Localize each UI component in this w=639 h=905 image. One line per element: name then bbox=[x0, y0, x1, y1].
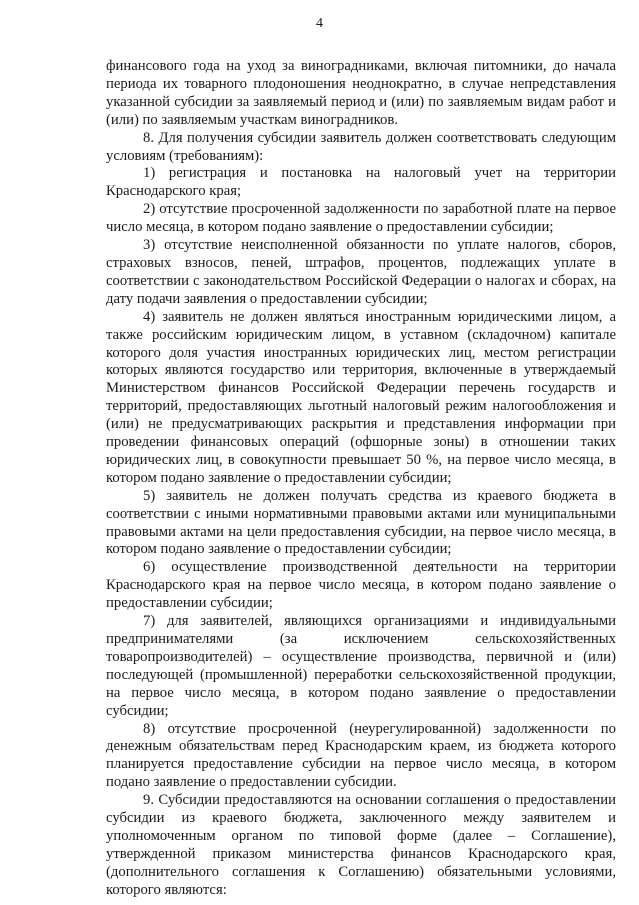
page-number: 4 bbox=[316, 16, 323, 31]
paragraph-condition-6: 6) осуществление производственной деятельности на территории Краснодарского края на первое число месяца, в котором подано заявление о предоставлении субсидии; bbox=[106, 559, 616, 612]
paragraph-condition-4: 4) заявитель не должен являться иностранным юридическими лицом, а также российским юридическим лицом, в уставном (складочном) капитале которого доля участия иностранных юридических лиц, местом регистрации которых являются государство или территория, включенные в утверждаемый Министерством финансов Российской Федерации перечень государств и территорий, предоставляющих льготный налоговый режим налогообложения и (или) не предусматривающих раскрытия и представления информации при проведении финансовых операций (офшорные зоны) в отношении таких юридических лиц, в совокупности превышает 50 %, на первое число месяца, в котором подано заявление о предоставлении субсидии; bbox=[106, 308, 616, 486]
paragraph-condition-8: 8) отсутствие просроченной (неурегулированной) задолженности по денежным обязательствам перед Краснодарским краем, из бюджета которого планируется предоставление субсидии на первое число месяца, в котором подано заявление о предоставлении субсидии. bbox=[106, 720, 616, 791]
paragraph-clause-9: 9. Субсидии предоставляются на основании соглашения о предоставлении субсидии из краевого бюджета, заключенного между заявителем и уполномоченным органом по типовой форме (далее – Соглашение), утвержденной приказом министерства финансов Краснодарского края, (дополнительного соглашения к Соглашению) обязательными условиями, которого являются: bbox=[106, 792, 616, 898]
paragraph-condition-3: 3) отсутствие неисполненной обязанности по уплате налогов, сборов, страховых взносов, пеней, штрафов, процентов, подлежащих уплате в соответствии с законодательством Российской Федерации о налогах и сборах, на дату подачи заявления о предоставлении субсидии; bbox=[106, 237, 616, 307]
paragraph-condition-5: 5) заявитель не должен получать средства из краевого бюджета в соответствии с иными нормативными правовыми актами или муниципальными правовыми актами на цели предоставления субсидии, на первое число месяца, в котором подано заявление о предоставлении субсидии; bbox=[106, 487, 616, 558]
paragraph-condition-1: 1) регистрация и постановка на налоговый учет на территории Краснодарского края; bbox=[106, 165, 616, 200]
document-body bbox=[106, 58, 616, 900]
paragraph-condition-7: 7) для заявителей, являющихся организациями и индивидуальными предпринимателями (за исключением сельскохозяйственных товаропроизводителей) – осуществление производства, первичной и (или) последующей (промышленной) переработки сельскохозяйственной продукции, на первое число месяца, в котором подано заявление о предоставлении субсидии; bbox=[106, 613, 616, 719]
paragraph-clause-8: 8. Для получения субсидии заявитель должен соответствовать следующим условиям (требованиям): bbox=[106, 129, 616, 164]
paragraph-continuation: финансового года на уход за виноградниками, включая питомники, до начала периода их товарного плодоношения неоднократно, в случае непредставления указанной субсидии за заявляемый период и (или) по заявляемым видам работ и (или) по заявляемым участкам виноградников. bbox=[106, 58, 616, 128]
paragraph-condition-2: 2) отсутствие просроченной задолженности по заработной плате на первое число месяца, в котором подано заявление о предоставлении субсидии; bbox=[106, 201, 616, 236]
